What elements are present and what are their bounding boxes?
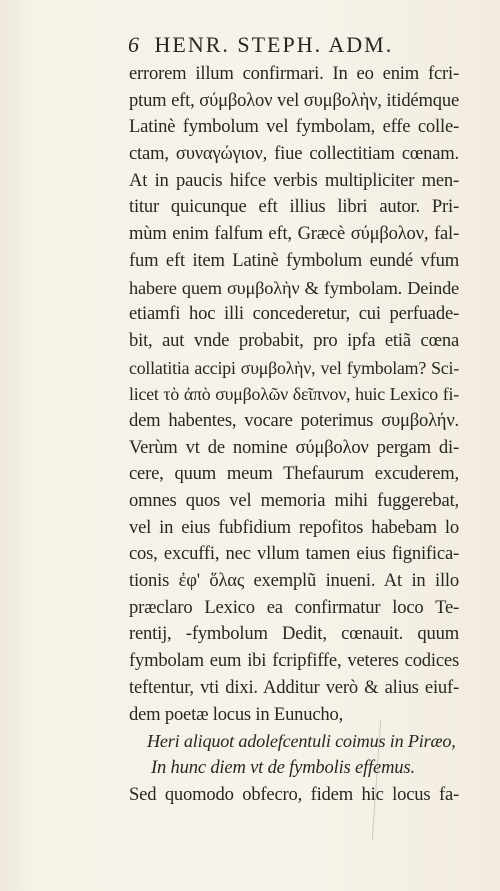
text-line: cere, quum meum Thefaurum excuderem, (129, 463, 459, 485)
text-line: Verùm vt de nomine σύμβολον pergam di- (129, 436, 459, 458)
text-line: teftentur, vti dixi. Additur verò & alius eiuf- (129, 676, 459, 698)
text-line: mùm enim falfum eft, Græcè σύμβολον, fal- (129, 223, 459, 245)
text-line: cos, excuffi, nec vllum tamen eius fignifica- (129, 543, 459, 565)
verse-line: Heri aliquot adolefcentuli coimus in Piræo, (147, 731, 456, 752)
text-line: tionis ἐφ' ὅλας exemplũ inueni. At in illo (129, 570, 459, 592)
text-line: Sed quomodo obfecro, fidem hic locus fa- (129, 783, 459, 805)
text-line: bit, aut vnde probabit, pro ipfa etiã cœna (129, 329, 459, 351)
text-line: habere quem συμβολὴν & fymbolam. Deinde (129, 277, 459, 298)
body-text (129, 61, 459, 808)
text-line: dem habentes, vocare poterimus συμβολήν. (129, 409, 459, 431)
verse-line: In hunc diem vt de fymbolis effemus. (151, 756, 415, 778)
text-line: At in paucis hifce verbis multipliciter men- (129, 169, 459, 191)
text-line: ctam, συναγώγιον, fiue collectitiam cœnam. (129, 143, 459, 165)
running-title: HENR. STEPH. ADM. (154, 32, 394, 57)
text-line: Latinè fymbolum vel fymbolam, effe colle- (129, 116, 459, 138)
text-line: fum eft item Latinè fymbolum eundé vfum (129, 249, 459, 271)
text-line: præclaro Lexico ea confirmatur loco Te- (129, 596, 459, 618)
text-line: fymbolam eum ibi fcripfiffe, veteres codices (129, 650, 459, 672)
text-line: etiamfi hoc illi concederetur, cui perfuade- (129, 303, 459, 325)
text-line: titur quicunque eft illius libri autor. Pri- (129, 196, 459, 218)
text-line: vel in eius fubfidium repofitos habebam lo (129, 516, 459, 538)
text-line: errorem illum confirmari. In eo enim fcri- (129, 63, 459, 84)
text-line: rentij, -fymbolum Dedit, cœnauit. quum (129, 623, 459, 645)
text-line: licet τὸ ἀπὸ συμβολῶν δεῖπνον, huic Lexico fi- (129, 384, 459, 405)
text-line: ptum eft, σύμβολον vel συμβολὴν, itidémque (129, 89, 459, 111)
running-header (128, 32, 468, 58)
text-line: omnes quos vel memoria mihi fuggerebat, (129, 490, 459, 511)
text-line: collatitia accipi συμβολὴν, vel fymbolam? Sci- (129, 357, 459, 378)
page-number: 6 (128, 32, 141, 57)
text-line: dem poetæ locus in Eunucho, (129, 703, 344, 725)
